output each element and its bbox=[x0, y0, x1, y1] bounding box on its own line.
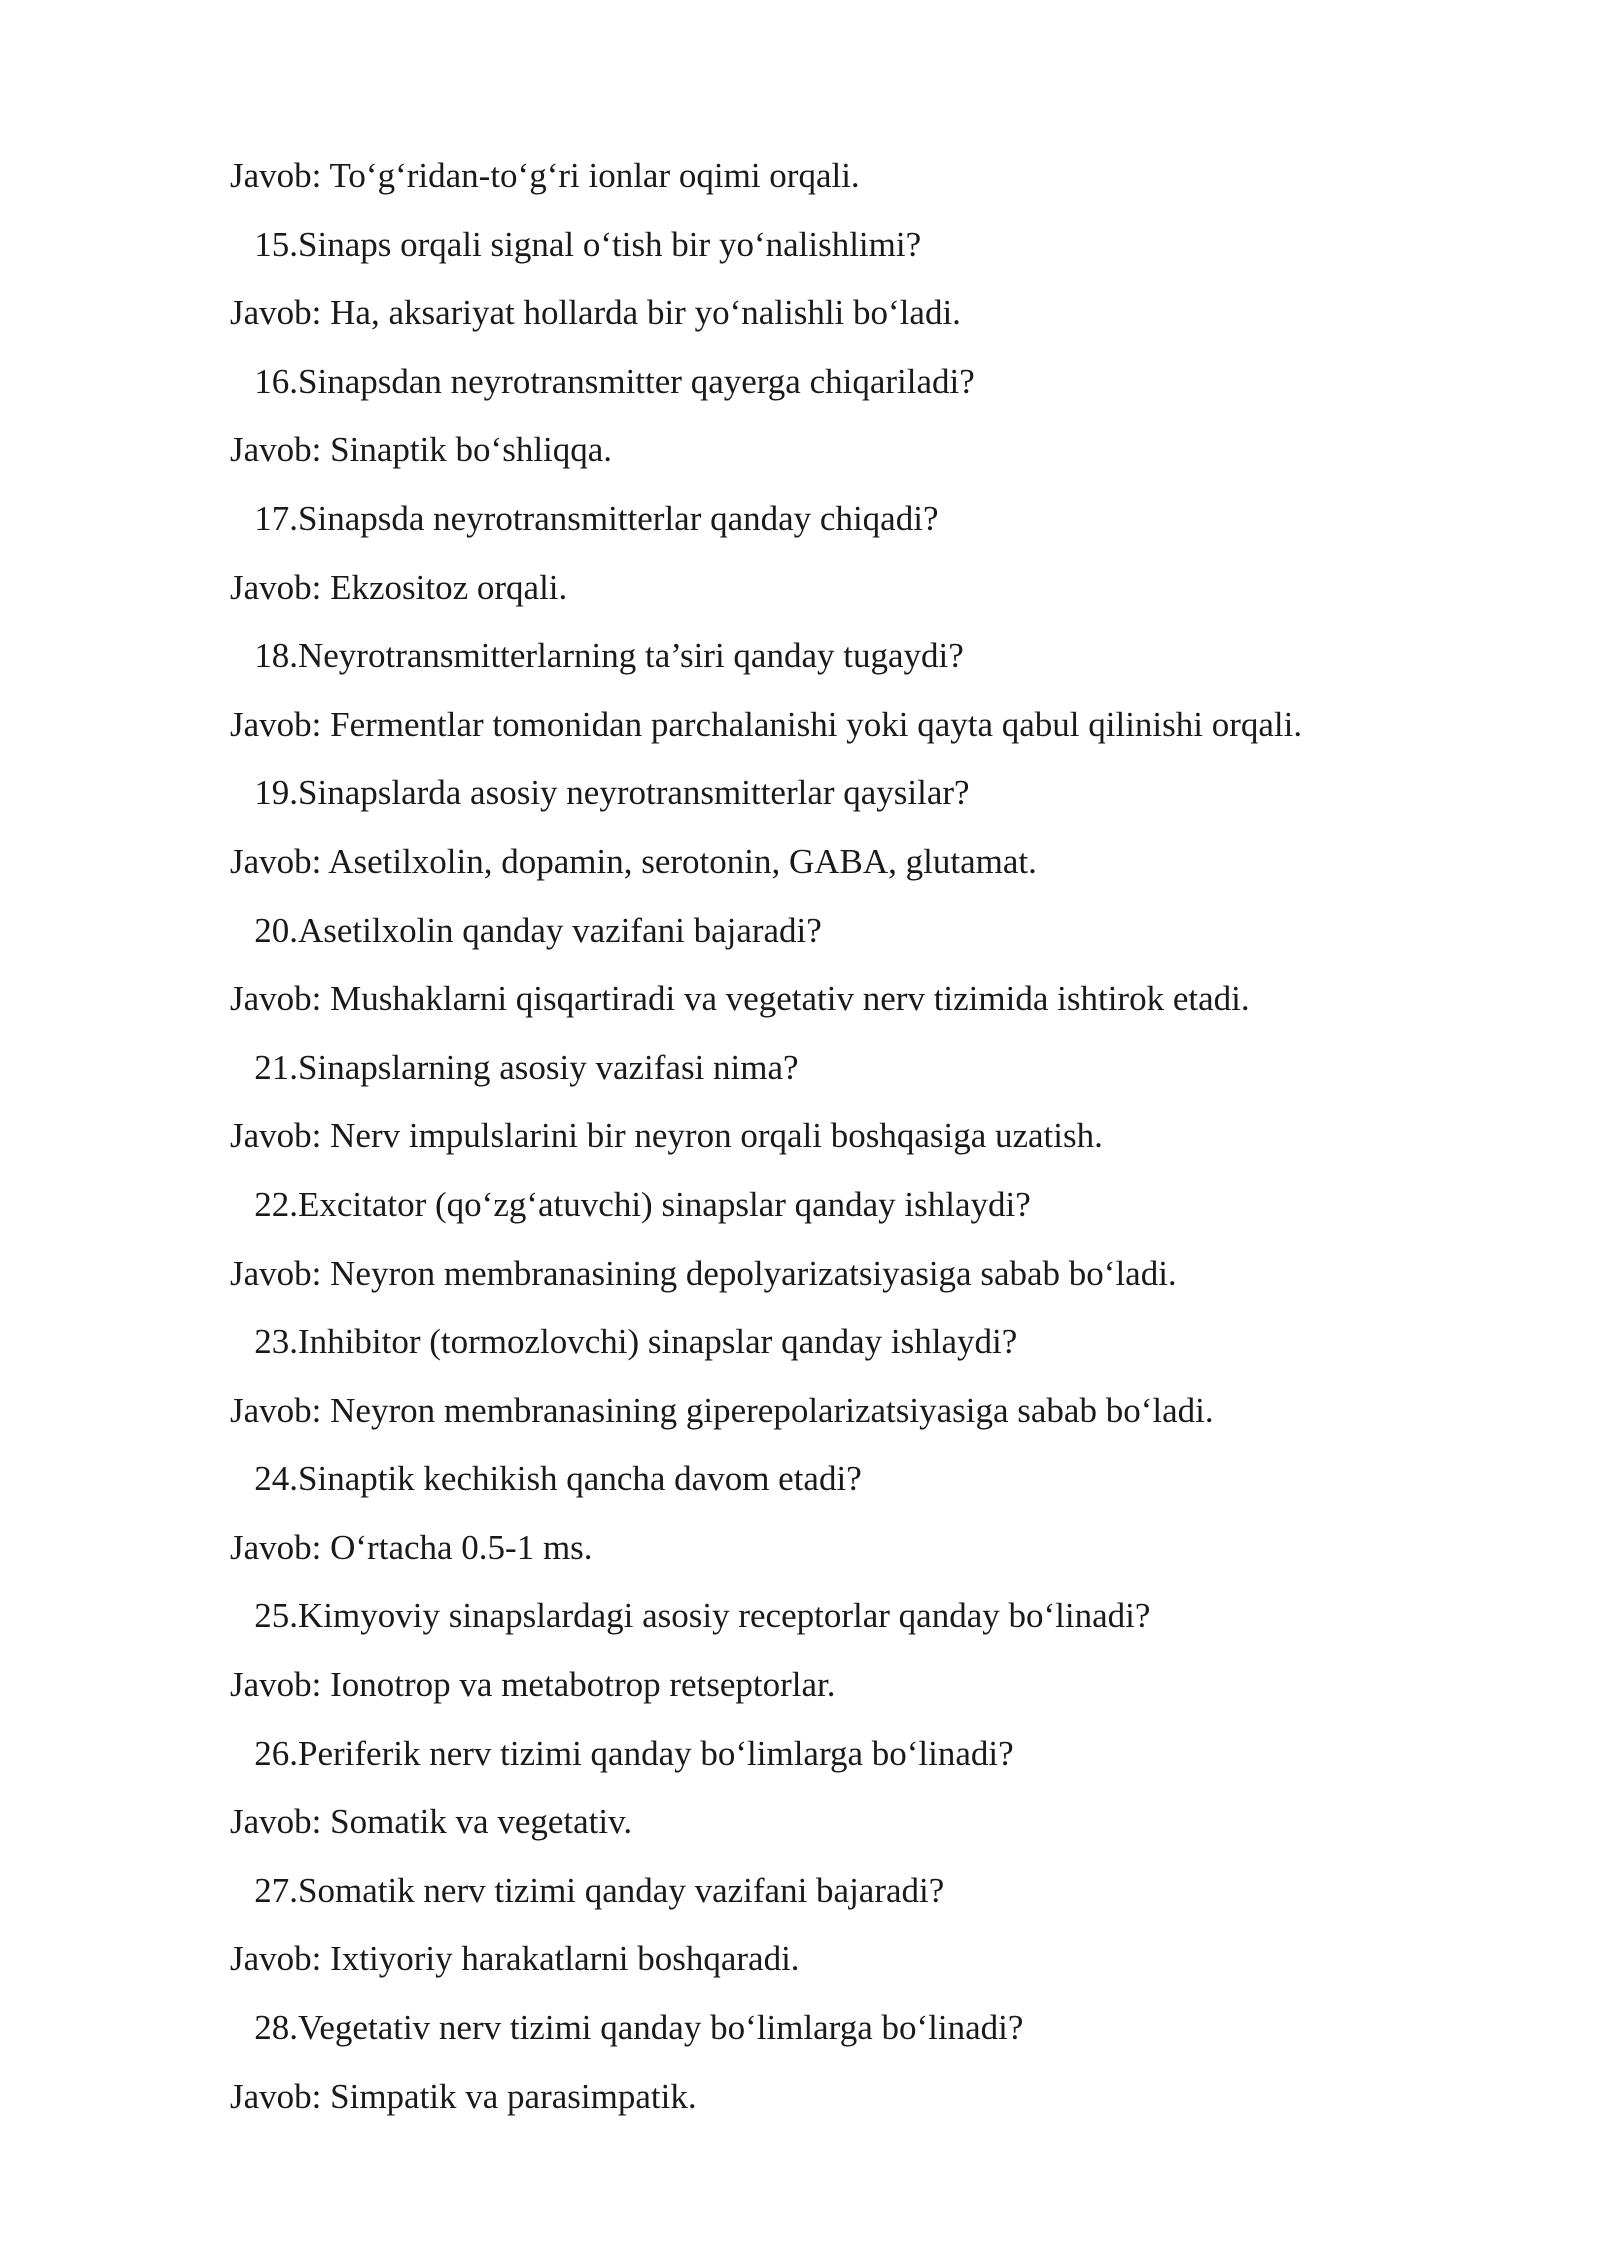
answer-line: Javob: Neyron membranasining giperepolarizatsiyasiga sabab bo‘ladi. bbox=[230, 1390, 1214, 1430]
answer-line: Javob: Nerv impulslarini bir neyron orqali boshqasiga uzatish. bbox=[230, 1116, 1103, 1156]
question-number: 22. bbox=[254, 1184, 298, 1224]
question-text: Periferik nerv tizimi qanday bo‘limlarga bo‘linadi? bbox=[298, 1733, 1014, 1773]
question-text: Excitator (qo‘zg‘atuvchi) sinapslar qanday ishlaydi? bbox=[298, 1184, 1031, 1224]
answer-line: Javob: O‘rtacha 0.5-1 ms. bbox=[230, 1527, 593, 1567]
question-text: Neyrotransmitterlarning ta’siri qanday tugaydi? bbox=[298, 636, 964, 676]
question-line bbox=[230, 628, 1490, 697]
question-text: Somatik nerv tizimi qanday vazifani bajaradi? bbox=[298, 1870, 945, 1910]
question-line bbox=[230, 1451, 1490, 1520]
question-number: 20. bbox=[254, 910, 298, 950]
question-number: 17. bbox=[254, 498, 298, 538]
question-text: Sinapsda neyrotransmitterlar qanday chiqadi? bbox=[298, 498, 939, 538]
question-text: Sinapslarda asosiy neyrotransmitterlar qaysilar? bbox=[298, 773, 970, 813]
answer-line: Javob: Sinaptik bo‘shliqqa. bbox=[230, 430, 613, 470]
question-number: 15. bbox=[254, 224, 298, 264]
question-line bbox=[230, 1314, 1490, 1383]
question-line bbox=[230, 2000, 1490, 2069]
question-line bbox=[230, 354, 1490, 423]
question-line bbox=[230, 903, 1490, 972]
answer-line: Javob: Fermentlar tomonidan parchalanishi yoki qayta qabul qilinishi orqali. bbox=[230, 704, 1303, 744]
question-number: 19. bbox=[254, 773, 298, 813]
question-line bbox=[230, 491, 1490, 560]
question-number: 27. bbox=[254, 1870, 298, 1910]
question-number: 21. bbox=[254, 1047, 298, 1087]
question-text: Inhibitor (tormozlovchi) sinapslar qanday ishlaydi? bbox=[298, 1322, 1018, 1362]
answer-line: Javob: Simpatik va parasimpatik. bbox=[230, 2076, 697, 2116]
question-line bbox=[230, 1726, 1490, 1795]
question-number: 16. bbox=[254, 361, 298, 401]
question-text: Kimyoviy sinapslardagi asosiy receptorlar qanday bo‘linadi? bbox=[298, 1596, 1151, 1636]
question-number: 18. bbox=[254, 636, 298, 676]
qa-list bbox=[230, 148, 1490, 2137]
question-text: Sinaps orqali signal o‘tish bir yo‘nalishlimi? bbox=[298, 224, 922, 264]
question-line bbox=[230, 1863, 1490, 1932]
answer-line: Javob: Ekzositoz orqali. bbox=[230, 567, 568, 607]
question-line bbox=[230, 765, 1490, 834]
question-line bbox=[230, 1177, 1490, 1246]
question-number: 23. bbox=[254, 1322, 298, 1362]
question-text: Sinaptik kechikish qancha davom etadi? bbox=[298, 1459, 862, 1499]
question-text: Vegetativ nerv tizimi qanday bo‘limlarga bo‘linadi? bbox=[298, 2008, 1024, 2048]
answer-line: Javob: Ixtiyoriy harakatlarni boshqaradi. bbox=[230, 1939, 800, 1979]
answer-line: Javob: Neyron membranasining depolyarizatsiyasiga sabab bo‘ladi. bbox=[230, 1253, 1177, 1293]
question-line bbox=[230, 1040, 1490, 1109]
answer-line: Javob: Ionotrop va metabotrop retseptorlar. bbox=[230, 1665, 836, 1705]
question-line bbox=[230, 217, 1490, 286]
answer-line: Javob: To‘g‘ridan-to‘g‘ri ionlar oqimi orqali. bbox=[230, 156, 860, 195]
answer-line: Javob: Mushaklarni qisqartiradi va vegetativ nerv tizimida ishtirok etadi. bbox=[230, 979, 1250, 1019]
question-text: Sinapsdan neyrotransmitter qayerga chiqariladi? bbox=[298, 361, 975, 401]
answer-line: Javob: Asetilxolin, dopamin, serotonin, GABA, glutamat. bbox=[230, 841, 1037, 881]
question-text: Asetilxolin qanday vazifani bajaradi? bbox=[298, 910, 822, 950]
question-text: Sinapslarning asosiy vazifasi nima? bbox=[298, 1047, 799, 1087]
question-number: 24. bbox=[254, 1459, 298, 1499]
question-number: 25. bbox=[254, 1596, 298, 1636]
question-number: 28. bbox=[254, 2008, 298, 2048]
answer-line: Javob: Somatik va vegetativ. bbox=[230, 1802, 633, 1842]
question-line bbox=[230, 1588, 1490, 1657]
question-number: 26. bbox=[254, 1733, 298, 1773]
answer-line: Javob: Ha, aksariyat hollarda bir yo‘nalishli bo‘ladi. bbox=[230, 293, 961, 333]
